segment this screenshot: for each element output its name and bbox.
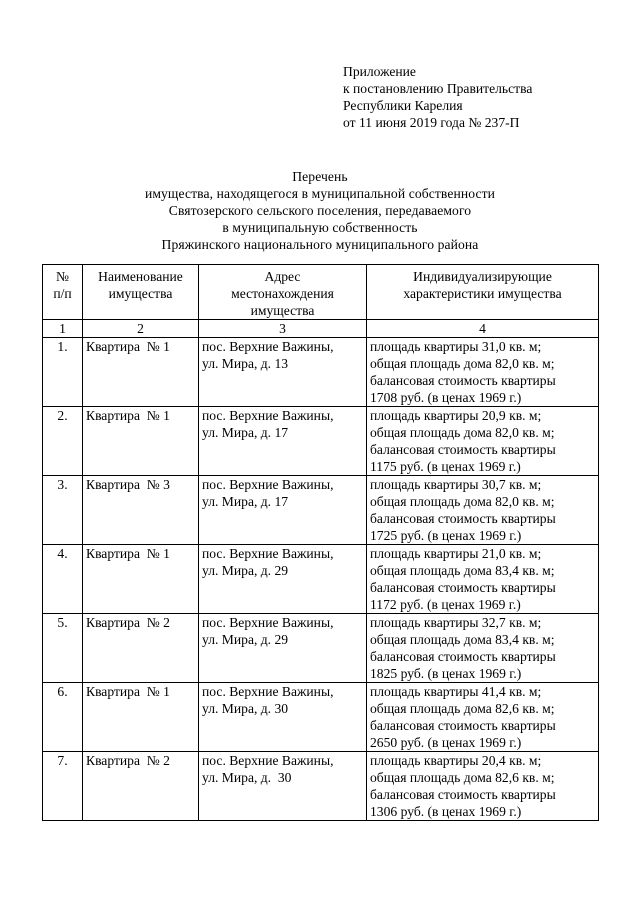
address-line: пос. Верхние Важины, [202,546,334,561]
table-row [43,752,599,821]
characteristic-line: балансовая стоимость квартиры [370,787,556,802]
header-number: № п/п [43,265,83,320]
address-line: пос. Верхние Важины, [202,408,334,423]
characteristic-line: общая площадь дома 82,6 кв. м; [370,770,555,785]
characteristic-line: балансовая стоимость квартиры [370,580,556,595]
property-name: Квартира № 1 [83,407,199,476]
characteristic-line: площадь квартиры 20,4 кв. м; [370,753,542,768]
characteristic-line: общая площадь дома 83,4 кв. м; [370,563,555,578]
table-row [43,476,599,545]
header-address: Адрес местонахождения имущества [199,265,367,320]
column-number-row [43,320,599,338]
characteristic-line: площадь квартиры 32,7 кв. м; [370,615,542,630]
characteristic-line: площадь квартиры 20,9 кв. м; [370,408,542,423]
table-row [43,407,599,476]
row-number: 5. [43,614,83,683]
address-line: ул. Мира, д. 30 [202,701,289,716]
appendix-line: к постановлению Правительства [343,81,533,96]
table-body [43,338,599,821]
table-row [43,614,599,683]
property-characteristics [367,476,599,545]
characteristic-line: общая площадь дома 82,6 кв. м; [370,701,555,716]
property-characteristics [367,338,599,407]
column-number: 3 [199,320,367,338]
property-address [199,545,367,614]
property-address [199,752,367,821]
property-characteristics [367,407,599,476]
row-number: 1. [43,338,83,407]
characteristic-line: балансовая стоимость квартиры [370,649,556,664]
address-line: пос. Верхние Важины, [202,615,334,630]
property-characteristics [367,614,599,683]
property-address [199,614,367,683]
column-number: 1 [43,320,83,338]
property-table [42,264,599,821]
characteristic-line: балансовая стоимость квартиры [370,442,556,457]
title-line: Перечень [292,169,348,184]
table-row [43,545,599,614]
address-line: пос. Верхние Важины, [202,753,334,768]
address-line: ул. Мира, д. 29 [202,563,289,578]
document-title [100,168,540,253]
row-number: 4. [43,545,83,614]
property-address [199,476,367,545]
table-row [43,683,599,752]
address-line: ул. Мира, д. 29 [202,632,289,647]
characteristic-line: общая площадь дома 82,0 кв. м; [370,494,555,509]
property-name: Квартира № 3 [83,476,199,545]
row-number: 6. [43,683,83,752]
address-line: ул. Мира, д. 17 [202,494,289,509]
characteristic-line: 1725 руб. (в ценах 1969 г.) [370,528,522,543]
table-header-row [43,265,599,320]
characteristic-line: 1175 руб. (в ценах 1969 г.) [370,459,521,474]
property-name: Квартира № 1 [83,545,199,614]
title-line: в муниципальную собственность [222,220,418,235]
property-name: Квартира № 1 [83,683,199,752]
header-name: Наименование имущества [83,265,199,320]
characteristic-line: общая площадь дома 83,4 кв. м; [370,632,555,647]
property-name: Квартира № 2 [83,752,199,821]
characteristic-line: площадь квартиры 21,0 кв. м; [370,546,542,561]
property-characteristics [367,545,599,614]
property-address [199,407,367,476]
characteristic-line: площадь квартиры 41,4 кв. м; [370,684,542,699]
row-number: 7. [43,752,83,821]
address-line: пос. Верхние Важины, [202,477,334,492]
appendix-line: Республики Карелия [343,98,463,113]
address-line: пос. Верхние Важины, [202,684,334,699]
header-characteristics: Индивидуализирующие характеристики имущества [367,265,599,320]
address-line: пос. Верхние Важины, [202,339,334,354]
appendix-line: Приложение [343,64,416,79]
property-address [199,683,367,752]
property-address [199,338,367,407]
property-characteristics [367,752,599,821]
appendix-line: от 11 июня 2019 года № 237-П [343,115,520,130]
column-number: 4 [367,320,599,338]
characteristic-line: балансовая стоимость квартиры [370,511,556,526]
property-characteristics [367,683,599,752]
characteristic-line: 1306 руб. (в ценах 1969 г.) [370,804,522,819]
characteristic-line: площадь квартиры 30,7 кв. м; [370,477,542,492]
characteristic-line: 1172 руб. (в ценах 1969 г.) [370,597,521,612]
table-row [43,338,599,407]
title-line: Пряжинского национального муниципального района [161,237,479,252]
row-number: 2. [43,407,83,476]
characteristic-line: балансовая стоимость квартиры [370,373,556,388]
title-line: имущества, находящегося в муниципальной собственности [144,186,496,201]
characteristic-line: площадь квартиры 31,0 кв. м; [370,339,542,354]
appendix-note [343,63,623,131]
characteristic-line: балансовая стоимость квартиры [370,718,556,733]
column-number: 2 [83,320,199,338]
characteristic-line: 1708 руб. (в ценах 1969 г.) [370,390,522,405]
address-line: ул. Мира, д. 17 [202,425,289,440]
row-number: 3. [43,476,83,545]
title-line: Святозерского сельского поселения, передаваемого [168,203,472,218]
characteristic-line: общая площадь дома 82,0 кв. м; [370,356,555,371]
property-name: Квартира № 1 [83,338,199,407]
characteristic-line: 2650 руб. (в ценах 1969 г.) [370,735,522,750]
address-line: ул. Мира, д. 30 [202,770,292,785]
address-line: ул. Мира, д. 13 [202,356,289,371]
characteristic-line: 1825 руб. (в ценах 1969 г.) [370,666,522,681]
characteristic-line: общая площадь дома 82,0 кв. м; [370,425,555,440]
property-name: Квартира № 2 [83,614,199,683]
